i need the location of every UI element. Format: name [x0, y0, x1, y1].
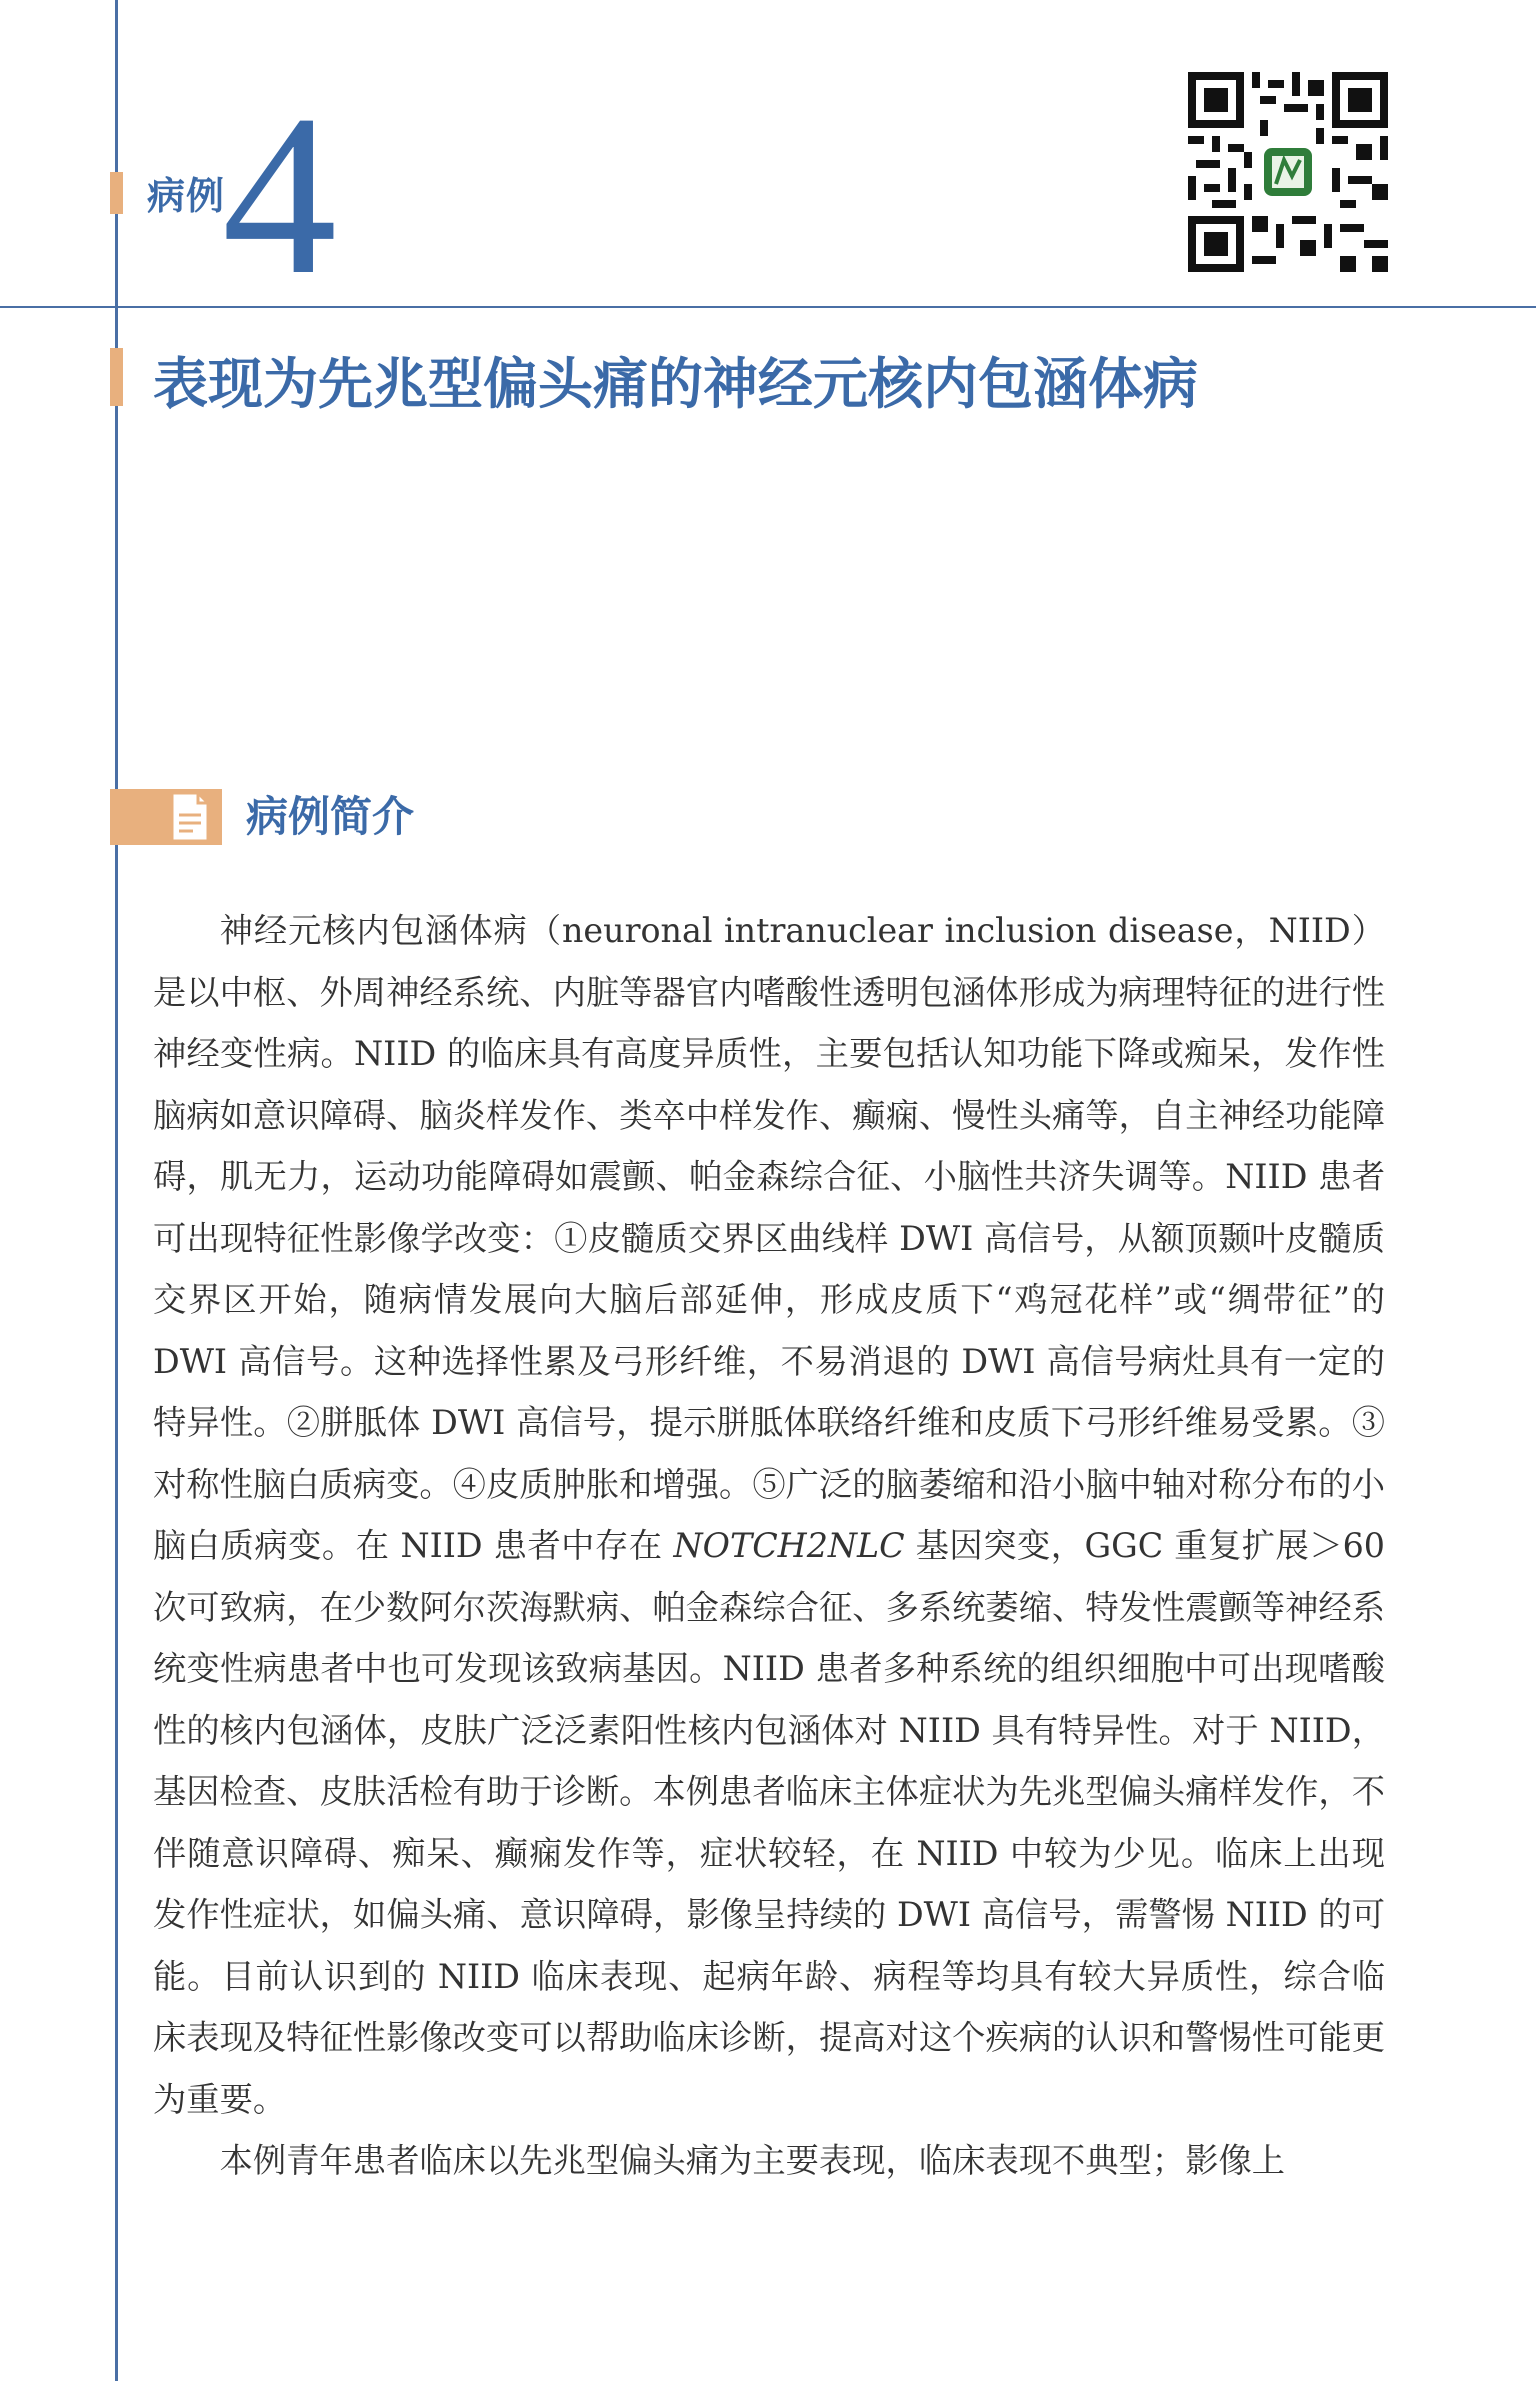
- title-marker: [110, 348, 123, 406]
- paragraph: [153, 900, 1385, 2130]
- page-title: 表现为先兆型偏头痛的神经元核内包涵体病: [153, 352, 1199, 416]
- case-number: 4: [222, 67, 337, 322]
- gene-name: NOTCH2NLC: [673, 1526, 905, 1565]
- document-icon: [168, 790, 212, 844]
- paragraph: 本例青年患者临床以先兆型偏头痛为主要表现，临床表现不典型；影像上: [219, 2141, 1286, 2180]
- case-label: 病例: [147, 174, 226, 218]
- paragraph-text: 基因突变，GGC 重复扩展＞60 次可致病，在少数阿尔茨海默病、帕金森综合征、多系统萎缩、特发性震颤等神经系统变性病患者中也可发现该致病基因。NIID 患者多种系统的组织细胞中可出现嗜酸性的核内包涵体，皮肤广泛泛素阳性核内包涵体对 NIID 具有特异性。对于 NIID，基因检查、皮肤活检有助于诊断。本例患者临床主体症状为先兆型偏头痛样发作，不伴随意识障碍、痴呆、癫痫发作等，症状较轻，在 NIID 中较为少见。临床上出现发作性症状，如偏头痛、意识障碍，影像呈持续的 DWI 高信号，需警惕 NIID 的可能。目前认识到的 NIID 临床表现、起病年龄、病程等均具有较大异质性，综合临床表现及特征性影像改变可以帮助临床诊断，提高对这个疾病的认识和警惕性可能更为重要。: [153, 1526, 1385, 2119]
- section-title: 病例简介: [246, 792, 415, 841]
- qr-code-icon: [1188, 72, 1388, 272]
- case-label-marker: [110, 172, 123, 214]
- body-text: [153, 900, 1385, 2192]
- paragraph-text: 神经元核内包涵体病（neuronal intranuclear inclusion disease，NIID）是以中枢、外周神经系统、内脏等器官内嗜酸性透明包涵体形成为病理特征的进行性神经变性病。NIID 的临床具有高度异质性，主要包括认知功能下降或痴呆，发作性脑病如意识障碍、脑炎样发作、类卒中样发作、癫痫、慢性头痛等，自主神经功能障碍，肌无力，运动功能障碍如震颤、帕金森综合征、小脑性共济失调等。NIID 患者可出现特征性影像学改变：①皮髓质交界区曲线样 DWI 高信号，从额顶颞叶皮髓质交界区开始，随病情发展向大脑后部延伸，形成皮质下“鸡冠花样”或“绸带征”的 DWI 高信号。这种选择性累及弓形纤维，不易消退的 DWI 高信号病灶具有一定的特异性。②胼胝体 DWI 高信号，提示胼胝体联络纤维和皮质下弓形纤维易受累。③对称性脑白质病变。④皮质肿胀和增强。⑤广泛的脑萎缩和沿小脑中轴对称分布的小脑白质病变。在 NIID 患者中存在: [153, 911, 1385, 1565]
